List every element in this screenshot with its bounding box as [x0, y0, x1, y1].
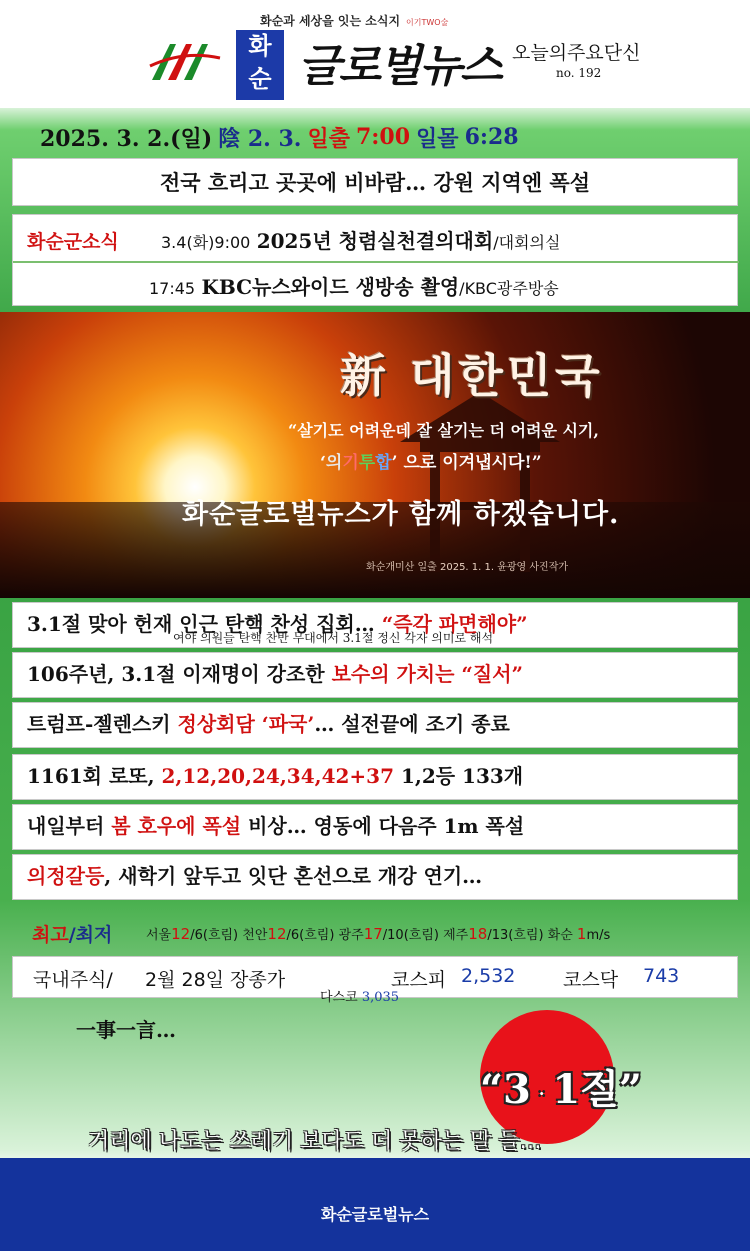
nasdaq-value: 3,035: [361, 990, 400, 1005]
county-item-place: /KBC광주방송: [459, 279, 559, 298]
lunar-date: 陰 2. 3.: [218, 125, 302, 152]
weather-row: [12, 906, 738, 954]
city-low: /6(흐림): [190, 928, 239, 943]
news-highlight: 정상회담 ‘파국’: [177, 712, 315, 736]
county-news-label: 화순군소식: [27, 231, 119, 253]
news-highlight: 봄 호우에 폭설: [111, 814, 242, 838]
banner-quote-2: [320, 448, 542, 473]
county-news: [12, 214, 738, 306]
top-headline[interactable]: 전국 흐리고 곳곳에 비바람… 강원 지역엔 폭설: [12, 158, 738, 206]
wind-city: 화순: [547, 928, 573, 943]
county-item-title: 2025년 청렴실천결의대회: [256, 229, 494, 253]
footer-brand[interactable]: 화순글로벌뉴스: [320, 1205, 430, 1224]
tagline-small: 이기TWO술: [406, 18, 449, 27]
page-title: 오늘의주요단신: [512, 42, 641, 64]
divider: [13, 261, 739, 263]
kospi-label: 코스피: [391, 969, 447, 991]
stock-date: 2월 28일 장종가: [145, 969, 286, 991]
city-low: /13(흐림): [487, 928, 544, 943]
city-high: 12: [171, 925, 191, 943]
city-high: 17: [363, 925, 383, 943]
news-text-after: , 새학기 앞두고 잇단 혼선으로 개강 연기…: [104, 864, 483, 888]
kosdaq-value: 743: [643, 965, 680, 987]
banner-quote: “살기도 어려운데 잘 살기는 더 어려운 시기,: [288, 421, 599, 440]
county-item[interactable]: [161, 225, 560, 254]
samil-left: “3: [480, 1066, 531, 1113]
news-text: 내일부터: [27, 814, 112, 838]
photo-credit: 화순개미산 일출 2025. 1. 1. 윤광영 사진작가: [366, 562, 569, 573]
quote-rest: ’ 으로 이겨냅시다!”: [391, 453, 542, 473]
weather-label-slash: /: [68, 924, 76, 946]
weather-label-low: 최저: [75, 924, 113, 946]
news-item[interactable]: [12, 854, 738, 900]
tagline: [260, 12, 448, 29]
county-item[interactable]: [149, 271, 559, 300]
wind-value: 1: [576, 925, 587, 943]
samil-heading: [480, 1058, 642, 1115]
quote-mark: ‘: [320, 453, 326, 473]
news-item[interactable]: [12, 652, 738, 698]
city-name: 제주: [443, 928, 469, 943]
city-high: 12: [267, 925, 287, 943]
news-highlight: “즉각 파면해야”: [381, 612, 528, 636]
city-name: 천안: [242, 928, 268, 943]
news-item[interactable]: [12, 804, 738, 850]
samil-dot: ·: [538, 1083, 545, 1103]
stock-label: 국내주식/: [33, 969, 113, 991]
weather-list: [146, 924, 610, 943]
banner-title: 新 대한민국: [340, 349, 604, 403]
news-item[interactable]: [12, 602, 738, 648]
news-text-after: … 설전끝에 조기 종료: [314, 712, 510, 736]
brand-logo-icon: [148, 40, 222, 84]
closing-comment: 거리에 나도는 쓰레기 보다도 더 못하는 말 들…: [88, 1129, 542, 1154]
city-name: 광주: [338, 928, 364, 943]
banner-main-text: 화순글로벌뉴스가 함께 하겠습니다.: [182, 499, 620, 530]
city-low: /6(흐림): [286, 928, 335, 943]
news-text-after: 비상… 영동에 다음주 1m 폭설: [241, 814, 525, 838]
city-high: 18: [468, 925, 488, 943]
news-text: 트럼프-젤렌스키: [27, 712, 178, 736]
quote-char: 기: [342, 453, 359, 473]
quote-char: 의: [325, 453, 343, 473]
news-text: 1161회 로또,: [27, 764, 162, 788]
logo-box-char: 순: [248, 65, 272, 93]
sunset-label: 일몰: [416, 125, 459, 152]
sunrise-time: 7:00: [356, 124, 411, 150]
sunset-time: 6:28: [464, 124, 519, 150]
nasdaq-label: 다스코: [320, 990, 358, 1005]
city-low: /10(흐림): [382, 928, 439, 943]
logo-box-char: 화: [248, 32, 272, 60]
county-item-title: KBC뉴스와이드 생방송 촬영: [201, 275, 460, 299]
weather-label-high: 최고: [32, 924, 69, 946]
date: 2025. 3. 2.(일): [40, 125, 213, 152]
county-item-time: 17:45: [149, 279, 196, 298]
news-text: 3.1절 맞아 헌재 인근 탄핵 찬성 집회…: [27, 612, 382, 636]
quote-char: 투: [358, 453, 376, 473]
one-word-heading: 一事一言…: [76, 1018, 176, 1042]
masthead: [0, 0, 750, 108]
quote-char: 합: [375, 453, 392, 473]
county-item-place: /대회의실: [493, 233, 561, 252]
news-text-after: 1,2등 133개: [394, 764, 524, 788]
city-name: 서울: [146, 928, 172, 943]
kosdaq-label: 코스닥: [563, 969, 619, 991]
nasdaq-row: [320, 986, 399, 1005]
wind-unit: m/s: [586, 928, 611, 943]
news-item[interactable]: [12, 702, 738, 748]
issue-number: no. 192: [556, 66, 602, 80]
sunrise-banner: [0, 312, 750, 598]
kospi-value: 2,532: [461, 965, 516, 987]
sunrise-label: 일출: [307, 125, 350, 152]
news-highlight: 의정갈등: [27, 864, 105, 888]
samil-right: 1절”: [552, 1066, 642, 1113]
date-bar: [40, 118, 680, 156]
county-item-time: 3.4(화)9:00: [161, 233, 251, 252]
tagline-text: 화순과 세상을 잇는 소식지: [260, 14, 401, 28]
news-highlight: 2,12,20,24,34,42+37: [161, 764, 394, 788]
logo-script: 글로벌뉴스: [298, 41, 501, 92]
footer: [0, 1158, 750, 1251]
weather-label: [32, 920, 112, 947]
news-text: 106주년, 3.1절 이재명이 강조한: [27, 662, 332, 686]
news-subtitle: 여야 의원들 탄핵 찬반 무대에서 3.1절 정신 각자 의미로 해석: [173, 631, 494, 645]
news-item[interactable]: [12, 754, 738, 800]
news-highlight: 보수의 가치는 “질서”: [331, 662, 524, 686]
logo-box: [236, 30, 284, 100]
